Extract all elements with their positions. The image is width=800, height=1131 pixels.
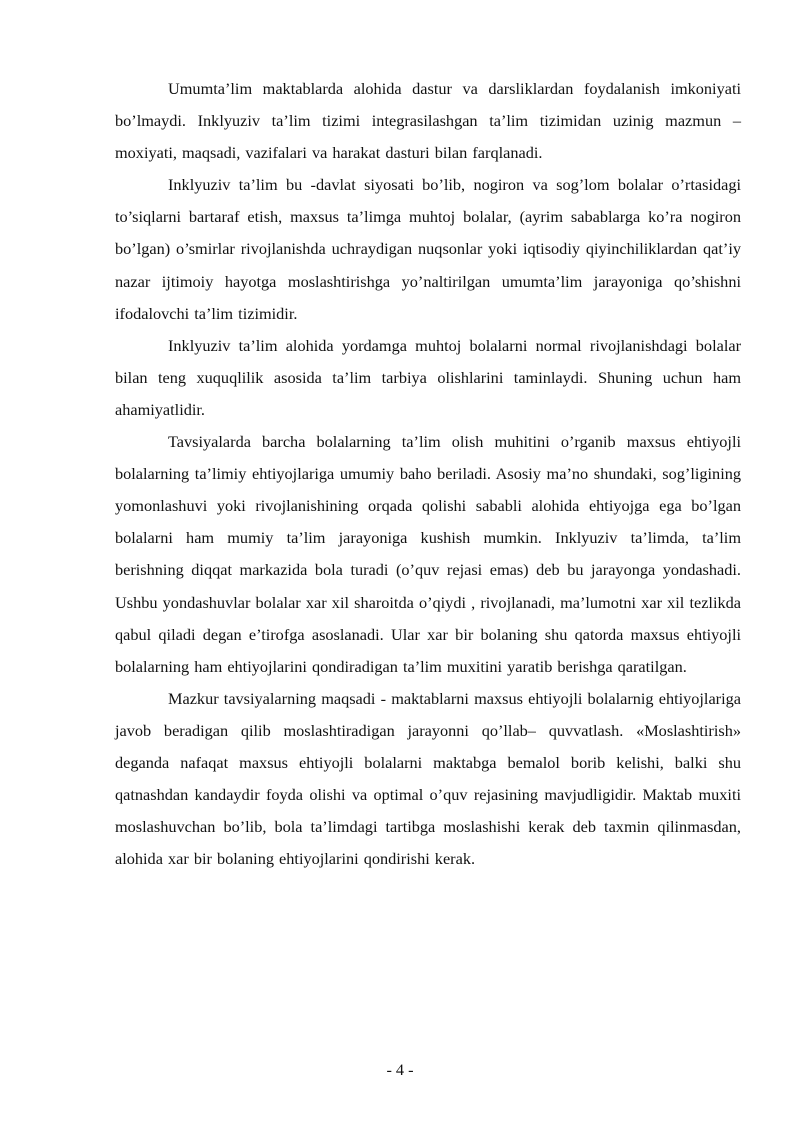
paragraph-1: Umumta’lim maktablarda alohida dastur va darsliklardan foydalanish imkoniyati bo’lmaydi. Inklyuziv ta’lim tizimi integrasilashgan ta’lim tizimidan uzinig mazmun – moxiyati, maqsadi, vazifalari va harakat dasturi bilan farqlanadi. (115, 79, 741, 163)
paragraph-5: Mazkur tavsiyalarning maqsadi - maktablarni maxsus ehtiyojli bolalarnig ehtiyojlariga javob beradigan qilib moslashtiradigan jarayonni qo’llab– quvvatlash. «Moslashtirish» deganda nafaqat maxsus ehtiyojli bolalarni maktabga bemalol borib kelishi, balki shu qatnashdan kandaydir foyda olishi va optimal o’quv rejasining mavjudligidir. Maktab muxiti moslashuvchan bo’lib, bola ta’limdagi tartibga moslashishi kerak deb taxmin qilinmasdan, alohida xar bir bolaning ehtiyojlarini qondirishi kerak. (115, 688, 741, 869)
paragraph-2: Inklyuziv ta’lim bu -davlat siyosati bo’lib, nogiron va sog’lom bolalar o’rtasidagi to’siqlarni bartaraf etish, maxsus ta’limga muhtoj bolalar, (ayrim sabablarga ko’ra nogiron bo’lgan) o’smirlar rivojlanishda uchraydigan nuqsonlar yoki iqtisodiy qiyinchiliklardan qat’iy nazar ijtimoiy hayotga moslashtirishga yo’naltirilgan umumta’lim jarayoniga qo’shishni ifodalovchi ta’lim tizimidir. (115, 175, 741, 323)
document-body (115, 73, 741, 875)
paragraph-4: Tavsiyalarda barcha bolalarning ta’lim olish muhitini o’rganib maxsus ehtiyojli bolalarning ta’limiy ehtiyojlariga umumiy baho beriladi. Asosiy ma’no shundaki, sog’ligining yomonlashuvi yoki rivojlanishining orqada qolishi sababli alohida ehtiyojga ega bo’lgan bolalarni ham mumiy ta’lim jarayoniga kushish mumkin. Inklyuziv ta’limda, ta’lim berishning diqqat markazida bola turadi (o’quv rejasi emas) deb bu jarayonga yondashadi. Ushbu yondashuvlar bolalar xar xil sharoitda o’qiydi , rivojlanadi, ma’lumotni xar xil tezlikda qabul qiladi degan e’tirofga asoslanadi. Ular xar bir bolaning shu qatorda maxsus ehtiyojli bolalarning ham ehtiyojlarini qondiradigan ta’lim muxitini yaratib berishga qaratilgan. (115, 432, 741, 676)
page-number: - 4 - (386, 1060, 414, 1079)
paragraph-3: Inklyuziv ta’lim alohida yordamga muhtoj bolalarni normal rivojlanishdagi bolalar bilan teng xuquqlilik asosida ta’lim tarbiya olishlarini taminlaydi. Shuning uchun ham ahamiyatlidir. (115, 335, 741, 419)
